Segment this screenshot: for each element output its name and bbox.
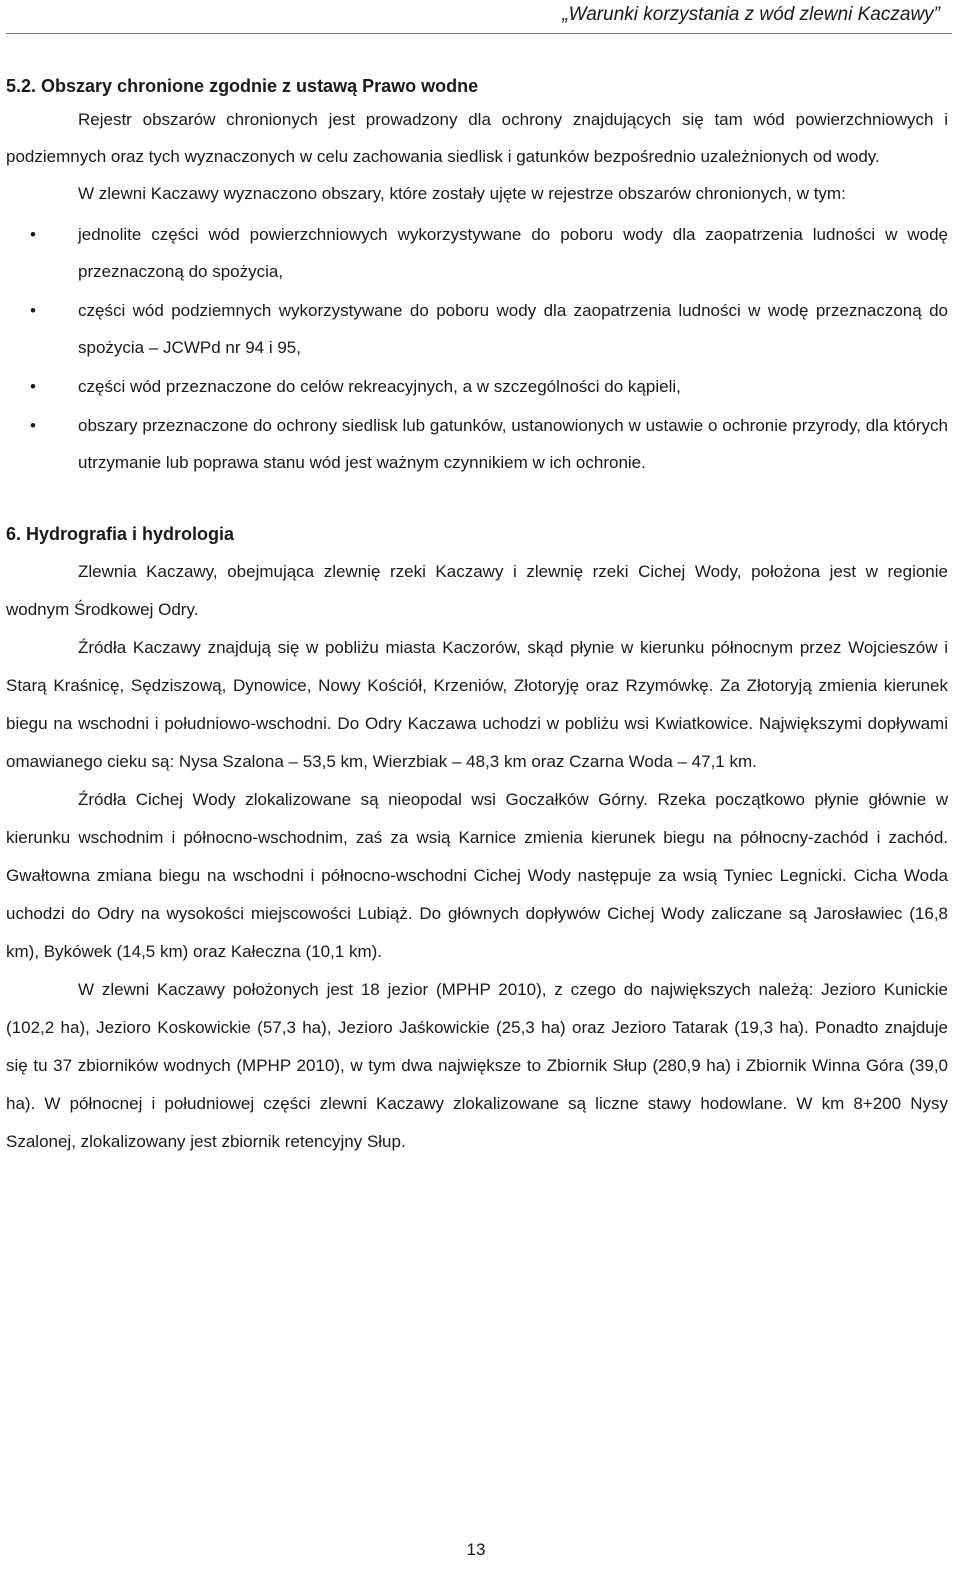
bullet-icon: • <box>30 225 36 244</box>
bullet-icon: • <box>30 377 36 396</box>
page-number: 13 <box>466 1540 486 1559</box>
section-6 <box>6 517 948 1161</box>
list-item-text: części wód podziemnych wykorzystywane do poboru wody dla zaopatrzenia ludności w wodę przeznaczoną do spożycia – JCWPd nr 94 i 95, <box>78 301 948 357</box>
section-6-paragraph-1: Zlewnia Kaczawy, obejmująca zlewnię rzeki Kaczawy i zlewnię rzeki Cichej Wody, położona jest w regionie wodnym Środkowej Odry. <box>6 562 948 619</box>
section-5-2-heading: 5.2. Obszary chronione zgodnie z ustawą Prawo wodne <box>6 76 479 96</box>
section-5-2 <box>6 70 948 481</box>
running-header: „Warunki korzystania z wód zlewni Kaczawy” <box>562 4 940 25</box>
section-5-2-paragraph-1: Rejestr obszarów chronionych jest prowadzony dla ochrony znajdujących się tam wód powierzchniowych i podziemnych oraz tych wyznaczonych w celu zachowania siedlisk i gatunków bezpośrednio uzależnionych od wody. <box>6 110 948 166</box>
document-body <box>6 70 948 1161</box>
list-item <box>6 407 948 481</box>
bullet-icon: • <box>30 416 36 435</box>
section-6-paragraph-2: Źródła Kaczawy znajdują się w pobliżu miasta Kaczorów, skąd płynie w kierunku północnym przez Wojcieszów i Starą Kraśnicę, Sędziszową, Dynowice, Nowy Kościół, Krzeniów, Złotoryję oraz Rzymówkę. Za Złotoryją zmienia kierunek biegu na wschodni i południowo-wschodni. Do Odry Kaczawa uchodzi w pobliżu wsi Kwiatkowice. Największymi dopływami omawianego cieku są: Nysa Szalona – 53,5 km, Wierzbiak – 48,3 km oraz Czarna Woda – 47,1 km. <box>6 638 948 771</box>
protected-areas-list <box>6 216 948 481</box>
header-rule <box>6 33 952 34</box>
list-item-text: części wód przeznaczone do celów rekreacyjnych, a w szczególności do kąpieli, <box>78 377 681 396</box>
section-6-heading: 6. Hydrografia i hydrologia <box>6 524 235 544</box>
list-item <box>6 292 948 366</box>
list-item <box>6 368 948 405</box>
section-6-paragraph-4: W zlewni Kaczawy położonych jest 18 jezior (MPHP 2010), z czego do największych należą: Jezioro Kunickie (102,2 ha), Jezioro Koskowickie (57,3 ha), Jezioro Jaśkowickie (25,3 ha) oraz Jezioro Tatarak (19,3 ha). Ponadto znajduje się tu 37 zbiorników wodnych (MPHP 2010), w tym dwa największe to Zbiornik Słup (280,9 ha) i Zbiornik Winna Góra (39,0 ha). W północnej i południowej części zlewni Kaczawy zlokalizowane są liczne stawy hodowlane. W km 8+200 Nysy Szalonej, zlokalizowany jest zbiornik retencyjny Słup. <box>6 980 948 1151</box>
bullet-icon: • <box>30 301 36 320</box>
list-item <box>6 216 948 290</box>
section-6-paragraph-3: Źródła Cichej Wody zlokalizowane są nieopodal wsi Goczałków Górny. Rzeka początkowo płynie głównie w kierunku wschodnim i północno-wschodnim, zaś za wsią Karnice zmienia kierunek biegu na północny-zachód i zachód. Gwałtowna zmiana biegu na wschodni i północno-wschodni Cichej Wody następuje za wsią Tyniec Legnicki. Cicha Woda uchodzi do Odry na wysokości miejscowości Lubiąż. Do głównych dopływów Cichej Wody zaliczane są Jarosławiec (16,8 km), Bykówek (14,5 km) oraz Kałeczna (10,1 km). <box>6 790 948 961</box>
list-item-text: jednolite części wód powierzchniowych wykorzystywane do poboru wody dla zaopatrzenia ludności w wodę przeznaczoną do spożycia, <box>78 225 948 281</box>
list-item-text: obszary przeznaczone do ochrony siedlisk lub gatunków, ustanowionych w ustawie o ochronie przyrody, dla których utrzymanie lub poprawa stanu wód jest ważnym czynnikiem w ich ochronie. <box>78 416 948 472</box>
section-5-2-paragraph-2: W zlewni Kaczawy wyznaczono obszary, które zostały ujęte w rejestrze obszarów chronionych, w tym: <box>78 184 846 203</box>
